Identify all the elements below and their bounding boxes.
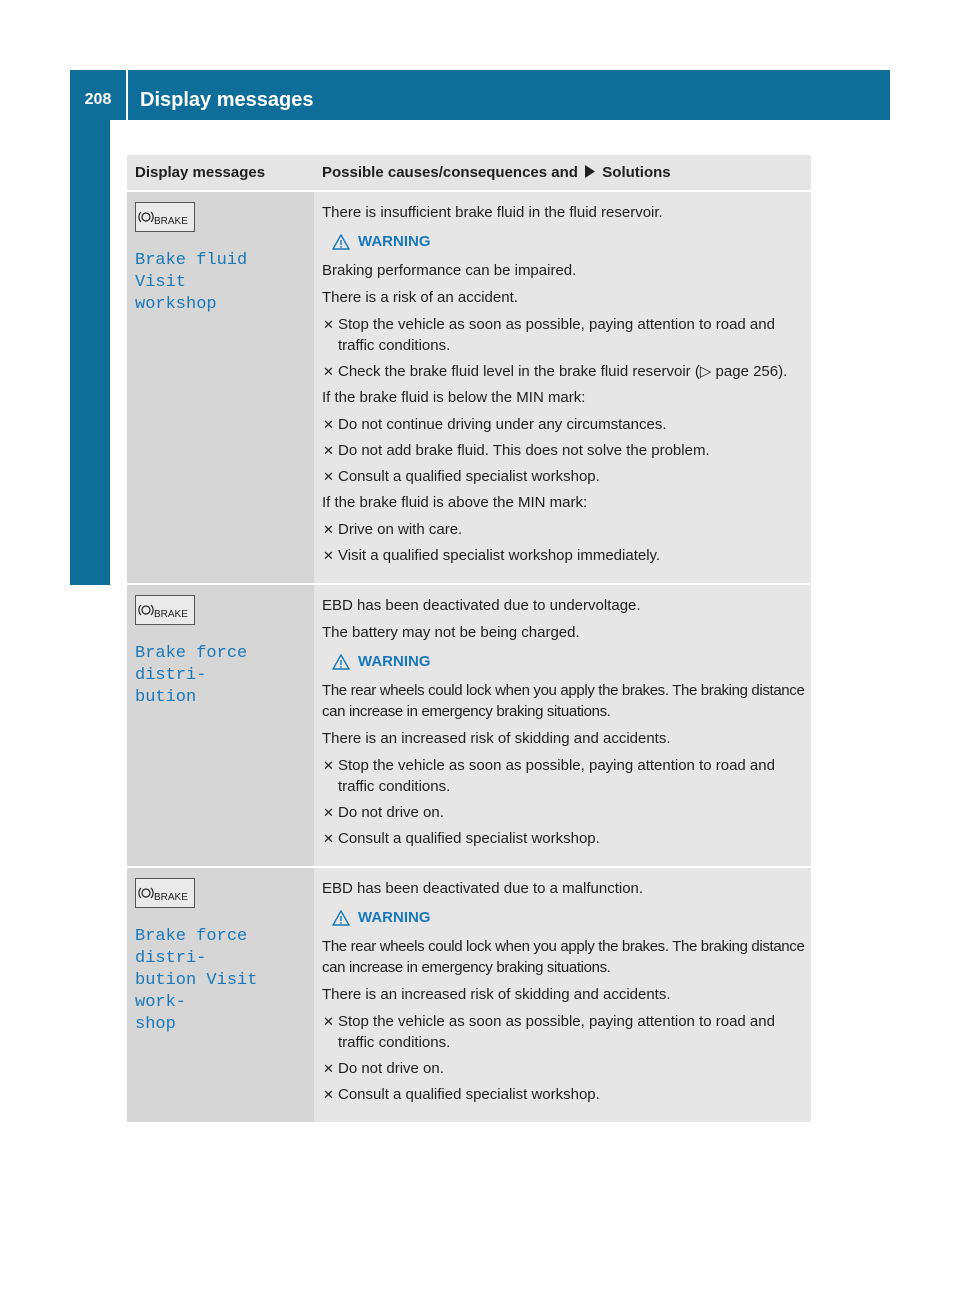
warning-triangle-icon bbox=[332, 234, 350, 250]
table-row bbox=[127, 584, 811, 867]
arrow-right-icon bbox=[584, 165, 596, 178]
cause-text: The battery may not be being charged. bbox=[322, 624, 580, 641]
action-item: ✕ Consult a qualified specialist workshop. bbox=[323, 468, 600, 485]
condition-text: If the brake fluid is above the MIN mark: bbox=[322, 494, 588, 511]
warning-text: The rear wheels could lock when you apply the brakes. The braking distance can increase in emergency braking situations. bbox=[322, 938, 805, 976]
warning-heading: WARNING bbox=[332, 231, 805, 252]
brake-warning-icon bbox=[135, 878, 195, 908]
action-x-icon: ✕ bbox=[323, 1087, 334, 1102]
action-item: ✕ Do not add brake fluid. This does not solve the problem. bbox=[323, 442, 710, 459]
solution-cell bbox=[314, 584, 811, 867]
brake-icon-label: BRAKE bbox=[154, 216, 188, 227]
page-number: 208 bbox=[84, 91, 112, 108]
action-x-icon: ✕ bbox=[323, 758, 334, 773]
solution-cell bbox=[314, 867, 811, 1123]
action-item: ✕ Do not drive on. bbox=[323, 804, 444, 821]
action-item: ✕ Stop the vehicle as soon as possible, paying attention to road and traffic conditions. bbox=[323, 316, 775, 354]
action-x-icon: ✕ bbox=[323, 417, 334, 432]
warning-text: There is an increased risk of skidding and accidents. bbox=[322, 730, 671, 747]
page-header bbox=[70, 70, 890, 120]
action-item: ✕ Do not continue driving under any circumstances. bbox=[323, 416, 667, 433]
action-x-icon: ✕ bbox=[323, 364, 334, 379]
header-divider bbox=[126, 70, 128, 120]
action-x-icon: ✕ bbox=[323, 831, 334, 846]
display-messages-table bbox=[127, 155, 811, 1124]
brake-warning-icon bbox=[135, 595, 195, 625]
message-cell bbox=[127, 584, 314, 867]
warning-heading: WARNING bbox=[332, 651, 805, 672]
action-x-icon: ✕ bbox=[323, 317, 334, 332]
action-item: ✕ Consult a qualified specialist workshop. bbox=[323, 1086, 600, 1103]
brake-icon-label: BRAKE bbox=[154, 892, 188, 903]
display-message-text: Brake fluid Visit workshop bbox=[135, 251, 248, 314]
brake-warning-icon bbox=[135, 202, 195, 232]
table-header-row bbox=[127, 155, 811, 191]
action-x-icon: ✕ bbox=[323, 805, 334, 820]
action-item: ✕ Visit a qualified specialist workshop immediately. bbox=[323, 547, 661, 564]
action-x-icon: ✕ bbox=[323, 1014, 334, 1029]
cause-text: There is insufficient brake fluid in the fluid reservoir. bbox=[322, 204, 663, 221]
action-item: ✕ Check the brake fluid level in the brake fluid reservoir (▷ page 256). bbox=[323, 363, 788, 380]
action-item: ✕ Stop the vehicle as soon as possible, paying attention to road and traffic conditions. bbox=[323, 757, 775, 795]
warning-text: The rear wheels could lock when you apply the brakes. The braking distance can increase in emergency braking situations. bbox=[322, 682, 805, 720]
solution-cell bbox=[314, 191, 811, 584]
cause-text: EBD has been deactivated due to a malfunction. bbox=[322, 880, 644, 897]
display-message-text: Brake force distri‐ bution Visit work‐ shop bbox=[135, 927, 258, 1034]
action-item: ✕ Consult a qualified specialist workshop. bbox=[323, 830, 600, 847]
warning-text: There is a risk of an accident. bbox=[322, 289, 518, 306]
chapter-label: On-board computer and displays bbox=[82, 214, 104, 528]
display-message-text: Brake force distri‐ bution bbox=[135, 644, 248, 707]
action-x-icon: ✕ bbox=[323, 1061, 334, 1076]
action-x-icon: ✕ bbox=[323, 443, 334, 458]
action-item: ✕ Do not drive on. bbox=[323, 1060, 444, 1077]
action-x-icon: ✕ bbox=[323, 548, 334, 563]
cause-text: EBD has been deactivated due to undervoltage. bbox=[322, 597, 641, 614]
warning-text: Braking performance can be impaired. bbox=[322, 262, 577, 279]
warning-heading: WARNING bbox=[332, 907, 805, 928]
page-title: Display messages bbox=[140, 88, 314, 111]
action-item: ✕ Stop the vehicle as soon as possible, paying attention to road and traffic conditions. bbox=[323, 1013, 775, 1051]
table-row bbox=[127, 867, 811, 1123]
table-row bbox=[127, 191, 811, 584]
action-x-icon: ✕ bbox=[323, 469, 334, 484]
column-header-messages: Display messages bbox=[127, 155, 314, 191]
warning-triangle-icon bbox=[332, 654, 350, 670]
message-cell bbox=[127, 191, 314, 584]
action-item: ✕ Drive on with care. bbox=[323, 521, 463, 538]
warning-text: There is an increased risk of skidding and accidents. bbox=[322, 986, 671, 1003]
column-header-solutions: Possible causes/consequences and Solutions bbox=[314, 155, 811, 191]
warning-triangle-icon bbox=[332, 910, 350, 926]
condition-text: If the brake fluid is below the MIN mark: bbox=[322, 389, 586, 406]
action-x-icon: ✕ bbox=[323, 522, 334, 537]
brake-icon-label: BRAKE bbox=[154, 609, 188, 620]
message-cell bbox=[127, 867, 314, 1123]
